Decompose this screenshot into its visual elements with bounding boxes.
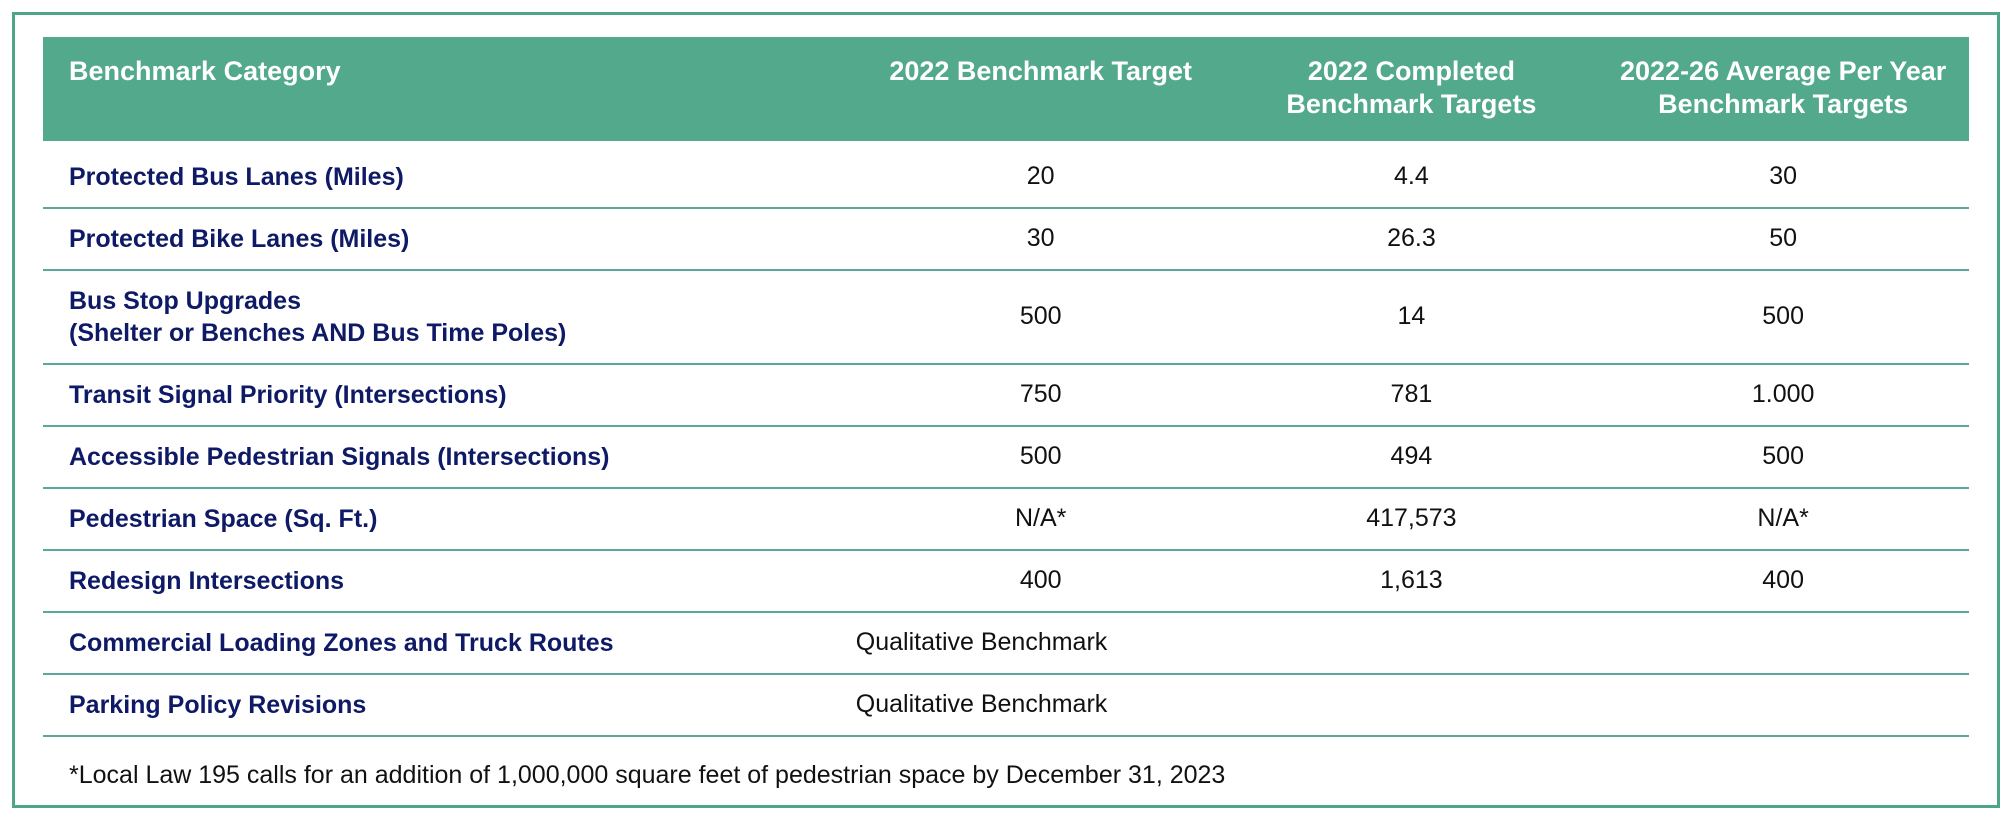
cell-target-2022: 750 [856,364,1226,426]
cell-category: Bus Stop Upgrades (Shelter or Benches AND Bus Time Poles) [43,270,856,364]
table-row [43,208,1969,270]
cell-qualitative-benchmark: Qualitative Benchmark [856,674,1969,736]
table-row [43,550,1969,612]
cell-category: Accessible Pedestrian Signals (Intersections) [43,426,856,488]
cell-category: Pedestrian Space (Sq. Ft.) [43,488,856,550]
cell-target-2022: 30 [856,208,1226,270]
table-footnote: *Local Law 195 calls for an addition of 1,000,000 square feet of pedestrian space by December 31, 2023 [69,760,1226,789]
column-header-target-2022: 2022 Benchmark Target [856,37,1226,141]
cell-target-2022: 20 [856,141,1226,208]
cell-target-2022: 400 [856,550,1226,612]
table-row [43,426,1969,488]
column-header-average-2022-26: 2022-26 Average Per Year Benchmark Targets [1597,37,1969,141]
cell-completed-2022: 26.3 [1226,208,1598,270]
cell-target-2022: N/A* [856,488,1226,550]
table-header-row [43,37,1969,141]
cell-category: Redesign Intersections [43,550,856,612]
cell-category: Protected Bus Lanes (Miles) [43,141,856,208]
cell-completed-2022: 4.4 [1226,141,1598,208]
cell-category: Protected Bike Lanes (Miles) [43,208,856,270]
cell-average-2022-26: 1.000 [1597,364,1969,426]
column-header-completed-2022: 2022 Completed Benchmark Targets [1226,37,1598,141]
table-row [43,488,1969,550]
cell-average-2022-26: 500 [1597,426,1969,488]
cell-category: Commercial Loading Zones and Truck Routes [43,612,856,674]
cell-average-2022-26: N/A* [1597,488,1969,550]
column-header-category: Benchmark Category [43,37,856,141]
cell-target-2022: 500 [856,426,1226,488]
cell-completed-2022: 14 [1226,270,1598,364]
table-row [43,141,1969,208]
table-header [43,37,1969,141]
table-row [43,674,1969,736]
cell-completed-2022: 417,573 [1226,488,1598,550]
table-row [43,612,1969,674]
cell-completed-2022: 1,613 [1226,550,1598,612]
cell-category: Transit Signal Priority (Intersections) [43,364,856,426]
cell-average-2022-26: 50 [1597,208,1969,270]
cell-completed-2022: 494 [1226,426,1598,488]
table-row [43,364,1969,426]
cell-category: Parking Policy Revisions [43,674,856,736]
cell-average-2022-26: 400 [1597,550,1969,612]
cell-completed-2022: 781 [1226,364,1598,426]
cell-average-2022-26: 30 [1597,141,1969,208]
table-body [43,141,1969,736]
cell-qualitative-benchmark: Qualitative Benchmark [856,612,1969,674]
cell-average-2022-26: 500 [1597,270,1969,364]
benchmark-table [43,37,1969,737]
cell-target-2022: 500 [856,270,1226,364]
table-row [43,270,1969,364]
table-frame [12,12,2000,808]
